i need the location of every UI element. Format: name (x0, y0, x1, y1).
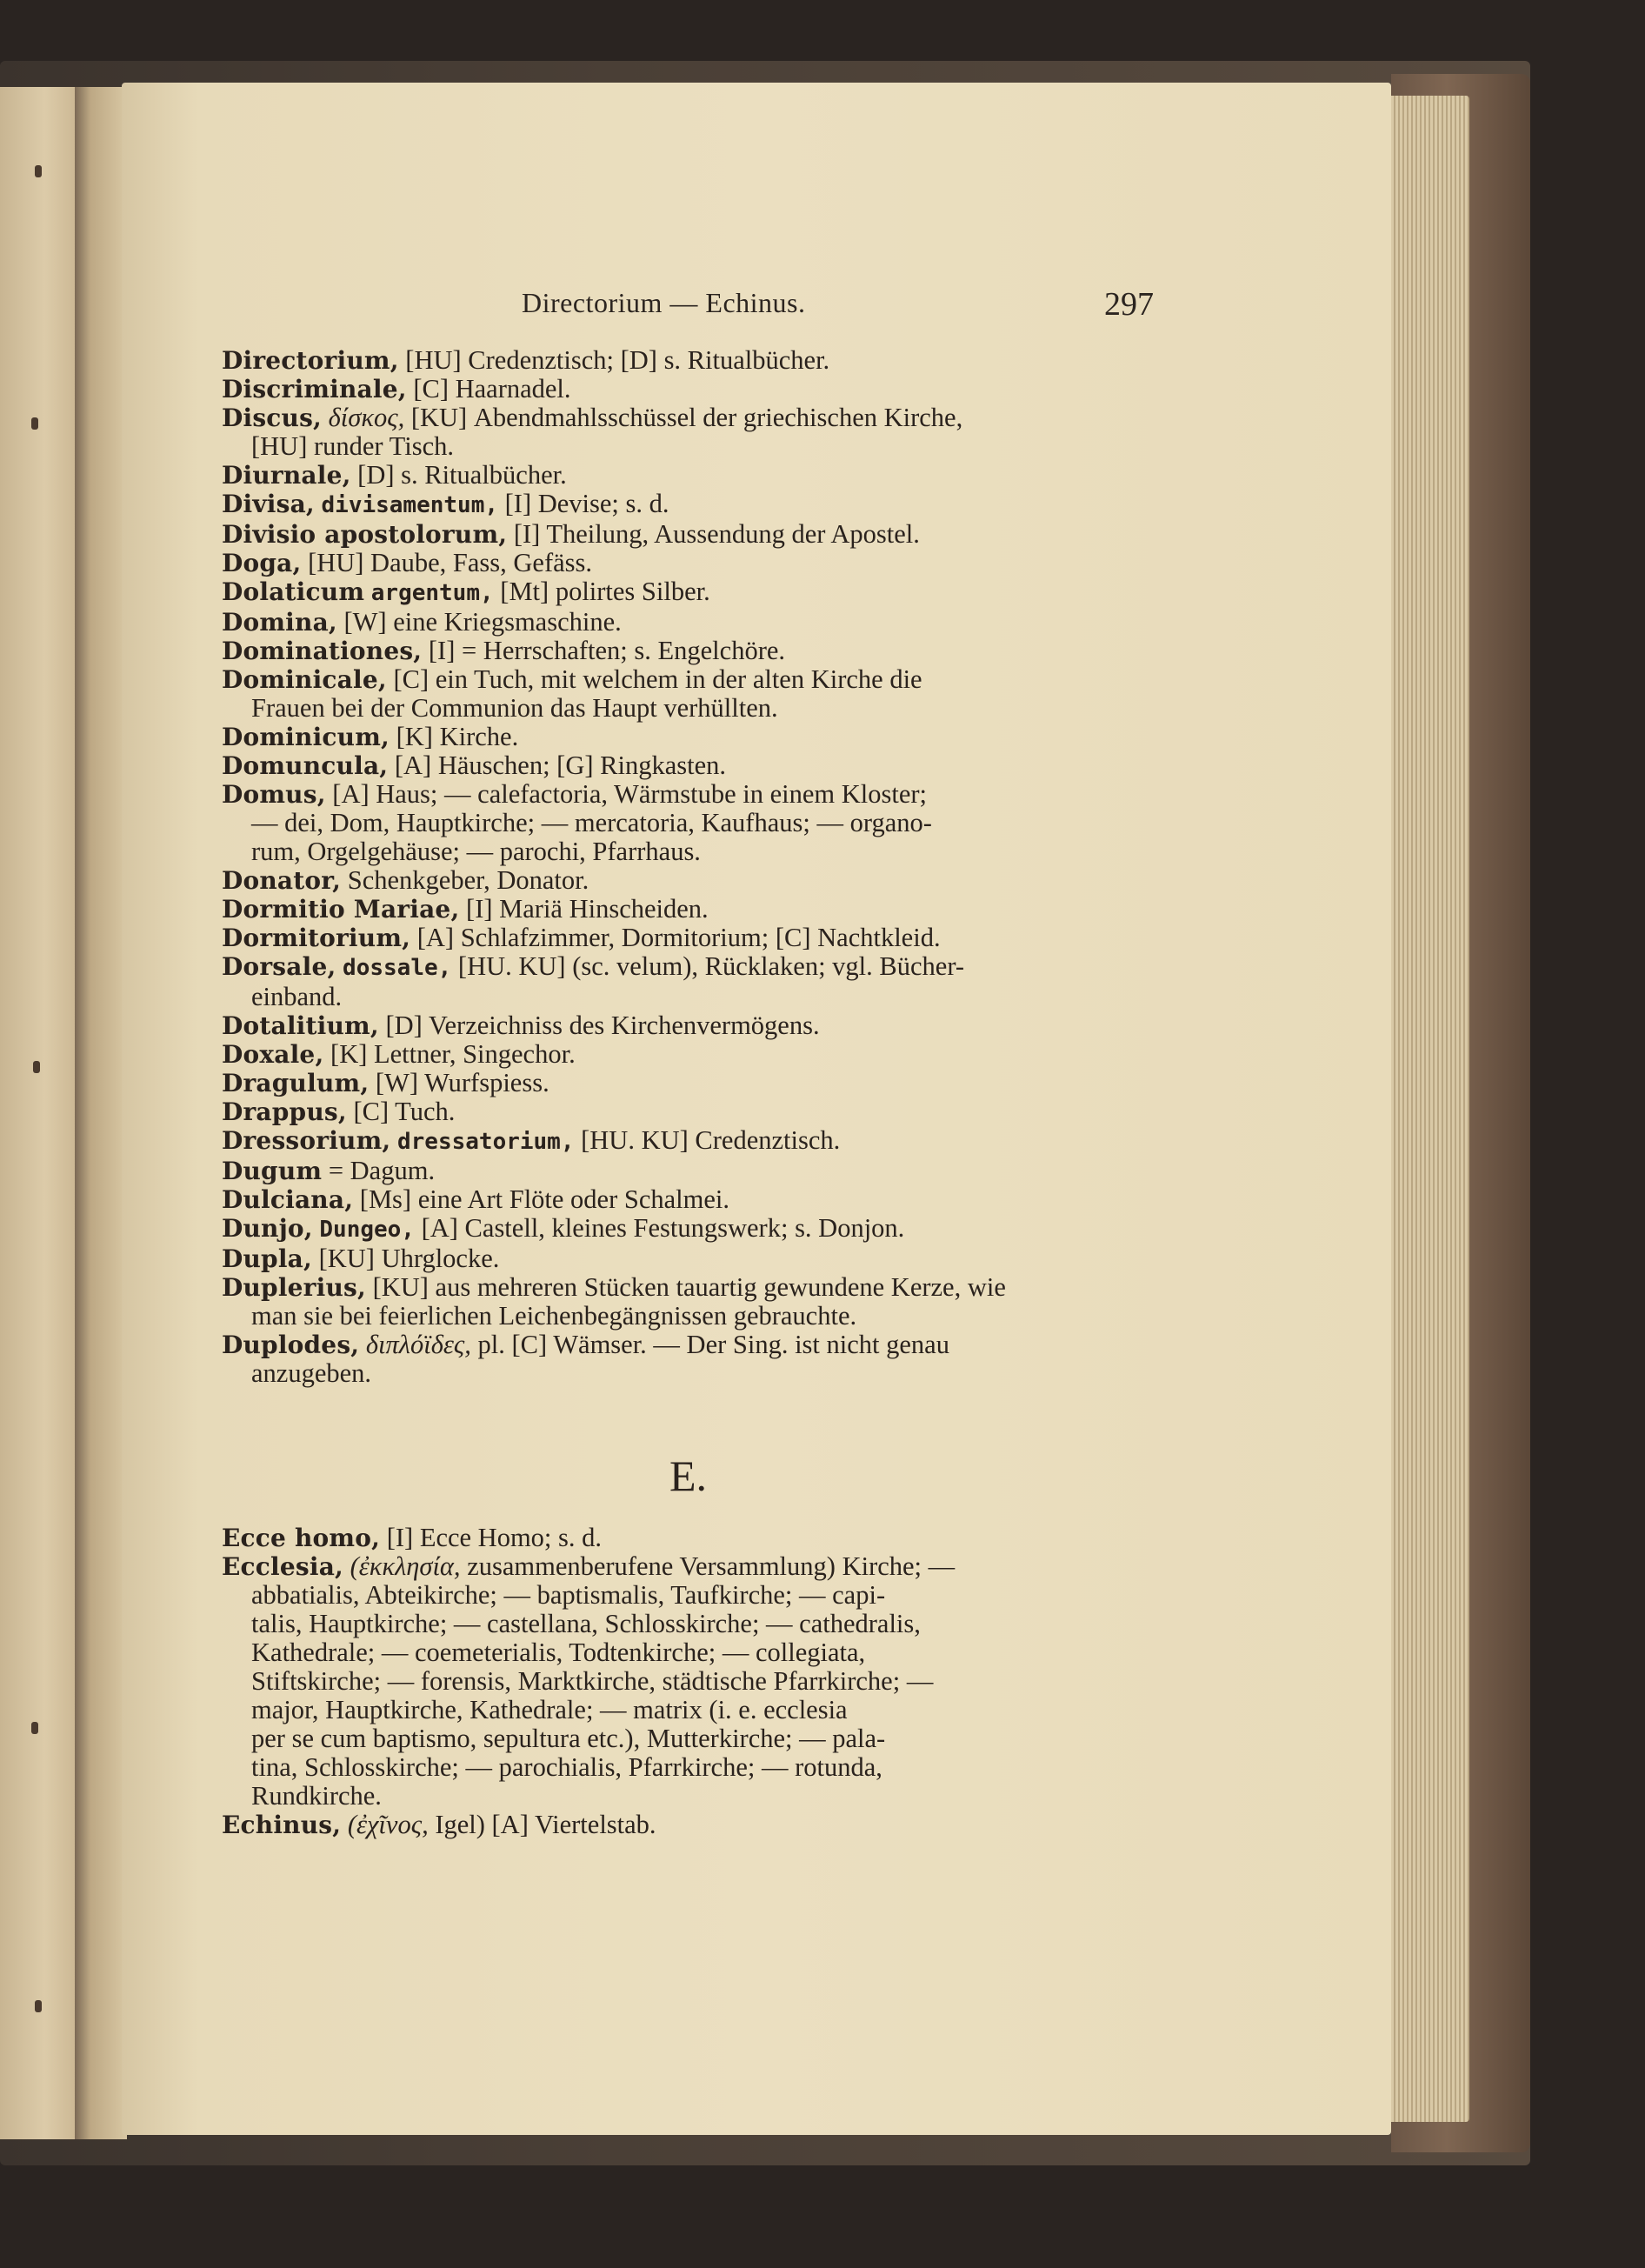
dictionary-entry (222, 1069, 1159, 1097)
dictionary-entry (222, 1011, 1159, 1040)
entry-text: [K] Kirche. (390, 722, 519, 751)
headword: Drappus, (222, 1097, 347, 1126)
dictionary-entry (222, 665, 1159, 723)
entries-e (222, 1524, 1159, 1839)
entry-text: [C] Tuch. (346, 1097, 456, 1126)
headword: Dugum (222, 1157, 323, 1185)
entry-text: [A] Schlafzimmer, Dormitorium; [C] Nachtkleid. (410, 923, 941, 952)
dictionary-entry (222, 1273, 1159, 1331)
greek-term: (ἐχῖνος, (347, 1810, 429, 1839)
headword: Discriminale, (222, 375, 407, 404)
headword: Divisa, (222, 490, 315, 518)
entry-line: per se cum baptismo, sepultura etc.), Mutterkirche; — pala- (251, 1724, 886, 1753)
entry-text: [HU. KU] (sc. velum), Rücklaken; vgl. Bücher- (451, 951, 965, 981)
headword: Dominicum, (222, 723, 390, 751)
dictionary-entry (222, 952, 1159, 1011)
dictionary-entry (222, 1696, 1159, 1724)
dictionary-entry (222, 1157, 1159, 1185)
headword-variant: Dungeo, (319, 1217, 415, 1243)
headword: Doxale, (222, 1040, 324, 1069)
headword: Dominicale, (222, 665, 387, 694)
running-head: Directorium — Echinus. (522, 287, 806, 318)
headword: Discus, (222, 404, 322, 432)
dictionary-entry (222, 1581, 1159, 1610)
binding-mark (35, 2000, 42, 2012)
entry-line: tina, Schlosskirche; — parochialis, Pfarrkirche; — rotunda, (251, 1752, 882, 1782)
dictionary-entry (222, 1331, 1159, 1388)
page-edges (1382, 96, 1469, 2122)
dictionary-entry (222, 375, 1159, 404)
headword: Directorium, (222, 346, 399, 375)
headword: Dormitorium, (222, 924, 411, 952)
dictionary-entry (222, 895, 1159, 924)
headword: Dupla, (222, 1244, 312, 1273)
entry-text: [C] ein Tuch, mit welchem in der alten Kirche die (386, 664, 922, 694)
headword: Dunjo, (222, 1214, 313, 1243)
dictionary-entry (222, 1524, 1159, 1552)
dictionary-entry (222, 490, 1159, 520)
headword-variant: argentum, (370, 580, 494, 606)
dictionary-entry (222, 520, 1159, 549)
greek-term: (ἐκκλησία, (350, 1551, 461, 1581)
entry-text: [I] Devise; s. d. (498, 489, 669, 518)
dictionary-entry (222, 1126, 1159, 1157)
headword: Dormitio Mariae, (222, 895, 460, 924)
entry-text: [KU] aus mehreren Stücken tauartig gewundene Kerze, wie (365, 1272, 1006, 1302)
entry-line: Kathedrale; — coemeterialis, Todtenkirche; — collegiata, (251, 1638, 866, 1667)
dictionary-entry (222, 1244, 1159, 1273)
entry-text: = Dagum. (322, 1156, 436, 1185)
dictionary-entry (222, 608, 1159, 637)
headword: Domuncula, (222, 751, 389, 780)
greek-term: δίσκος, (328, 403, 405, 432)
dictionary-entry (222, 1552, 1159, 1581)
entry-text: [W] eine Kriegsmaschine. (336, 607, 622, 637)
dictionary-entry (222, 1782, 1159, 1811)
headword: Divisio apostolorum, (222, 520, 508, 549)
entry-text: [HU] Daube, Fass, Gefäss. (301, 548, 593, 577)
dictionary-entry (222, 461, 1159, 490)
headword: Echinus, (222, 1811, 342, 1839)
entry-text: [A] Haus; — calefactoria, Wärmstube in einem Kloster; (325, 779, 928, 809)
entry-text: [HU] Credenztisch; [D] s. Ritualbücher. (398, 345, 830, 375)
entry-line: Stiftskirche; — forensis, Marktkirche, städtische Pfarrkirche; — (251, 1666, 934, 1696)
headword: Dragulum, (222, 1069, 370, 1097)
dictionary-entry (222, 549, 1159, 577)
dictionary-entry (222, 723, 1159, 751)
entry-text: [I] Ecce Homo; s. d. (380, 1523, 603, 1552)
entry-text: pl. [C] Wämser. — Der Sing. ist nicht genau (470, 1330, 949, 1359)
entry-text: [I] Theilung, Aussendung der Apostel. (507, 519, 920, 549)
entry-continuation: einband. (251, 982, 343, 1011)
dictionary-entry (222, 1610, 1159, 1638)
headword: Ecce homo, (222, 1524, 381, 1552)
book-gutter (75, 87, 127, 2139)
headword: Doga, (222, 549, 302, 577)
entry-text: [KU] Abendmahlsschüssel der griechischen Kirche, (404, 403, 963, 432)
dictionary-entry (222, 780, 1159, 866)
dictionary-entry (222, 1638, 1159, 1667)
page-number: 297 (1104, 286, 1154, 323)
headword: Dotalitium, (222, 1011, 379, 1040)
greek-term: διπλόϊδες, (365, 1330, 471, 1359)
dictionary-entry (222, 637, 1159, 665)
left-page-edge (0, 87, 75, 2139)
entry-text: [A] Castell, kleines Festungswerk; s. Donjon. (414, 1213, 905, 1243)
entry-text: [HU. KU] Credenztisch. (574, 1125, 841, 1155)
entry-text: zusammenberufene Versammlung) Kirche; — (460, 1551, 956, 1581)
entry-text: [Ms] eine Art Flöte oder Schalmei. (353, 1184, 729, 1214)
dictionary-entry (222, 1097, 1159, 1126)
headword: Diurnale, (222, 461, 351, 490)
headword-variant: dressatorium, (397, 1129, 575, 1155)
entries-d (222, 346, 1159, 1388)
binding-mark (31, 1722, 38, 1734)
headword: Dressorium, (222, 1126, 391, 1155)
headword: Dolaticum (222, 577, 365, 606)
dictionary-entry (222, 924, 1159, 952)
headword: Dominationes, (222, 637, 423, 665)
dictionary-entry (222, 1214, 1159, 1244)
binding-mark (35, 165, 42, 177)
entry-text: [D] s. Ritualbücher. (350, 460, 567, 490)
headword: Duplerius, (222, 1273, 366, 1302)
entry-continuation: — dei, Dom, Hauptkirche; — mercatoria, Kaufhaus; — organo- (251, 808, 932, 837)
headword: Duplodes, (222, 1331, 360, 1359)
dictionary-entry (222, 1040, 1159, 1069)
dictionary-entry (222, 1185, 1159, 1214)
entry-text: Schenkgeber, Donator. (341, 865, 589, 895)
entry-text: [C] Haarnadel. (406, 374, 571, 404)
headword: Domus, (222, 780, 326, 809)
binding-mark (33, 1061, 40, 1073)
headword: Domina, (222, 608, 337, 637)
dictionary-entry (222, 404, 1159, 461)
headword: Donator, (222, 866, 342, 895)
section-letter: E. (669, 1451, 708, 1500)
entry-continuation: Frauen bei der Communion das Haupt verhüllten. (251, 693, 778, 723)
dictionary-entry (222, 1753, 1159, 1782)
headword: Dorsale, (222, 952, 336, 981)
entry-text: [I] Mariä Hinscheiden. (459, 894, 709, 924)
dictionary-entry (222, 1724, 1159, 1753)
entry-continuation: anzugeben. (251, 1358, 372, 1388)
dictionary-entry (222, 1667, 1159, 1696)
entry-text: Igel) [A] Viertelstab. (428, 1810, 656, 1839)
entry-text: [K] Lettner, Singechor. (323, 1039, 576, 1069)
entry-text: [KU] Uhrglocke. (311, 1244, 500, 1273)
entry-text: [W] Wurfspiess. (369, 1068, 549, 1097)
entry-line: talis, Hauptkirche; — castellana, Schlosskirche; — cathedralis, (251, 1609, 921, 1638)
entry-continuation: [HU] runder Tisch. (251, 431, 454, 461)
entry-continuation: rum, Orgelgehäuse; — parochi, Pfarrhaus. (251, 837, 701, 866)
headword-variant: dossale, (343, 955, 452, 981)
entry-line: abbatialis, Abteikirche; — baptismalis, Taufkirche; — capi- (251, 1580, 886, 1610)
entry-text: [I] = Herrschaften; s. Engelchöre. (422, 636, 786, 665)
dictionary-entry (222, 346, 1159, 375)
dictionary-entry (222, 751, 1159, 780)
binding-mark (31, 417, 38, 430)
headword-variant: divisamentum, (321, 492, 499, 518)
dictionary-entry (222, 1811, 1159, 1839)
entry-continuation: man sie bei feierlichen Leichenbegängnissen gebrauchte. (251, 1301, 857, 1331)
entry-line: Rundkirche. (251, 1781, 382, 1811)
entry-text: [Mt] polirtes Silber. (493, 577, 710, 606)
headword: Ecclesia, (222, 1552, 343, 1581)
headword: Dulciana, (222, 1185, 354, 1214)
entry-line: major, Hauptkirche, Kathedrale; — matrix (i. e. ecclesia (251, 1695, 848, 1724)
entry-text: [A] Häuschen; [G] Ringkasten. (388, 750, 727, 780)
entry-text: [D] Verzeichniss des Kirchenvermögens. (378, 1011, 820, 1040)
dictionary-entry (222, 866, 1159, 895)
dictionary-entry (222, 577, 1159, 608)
